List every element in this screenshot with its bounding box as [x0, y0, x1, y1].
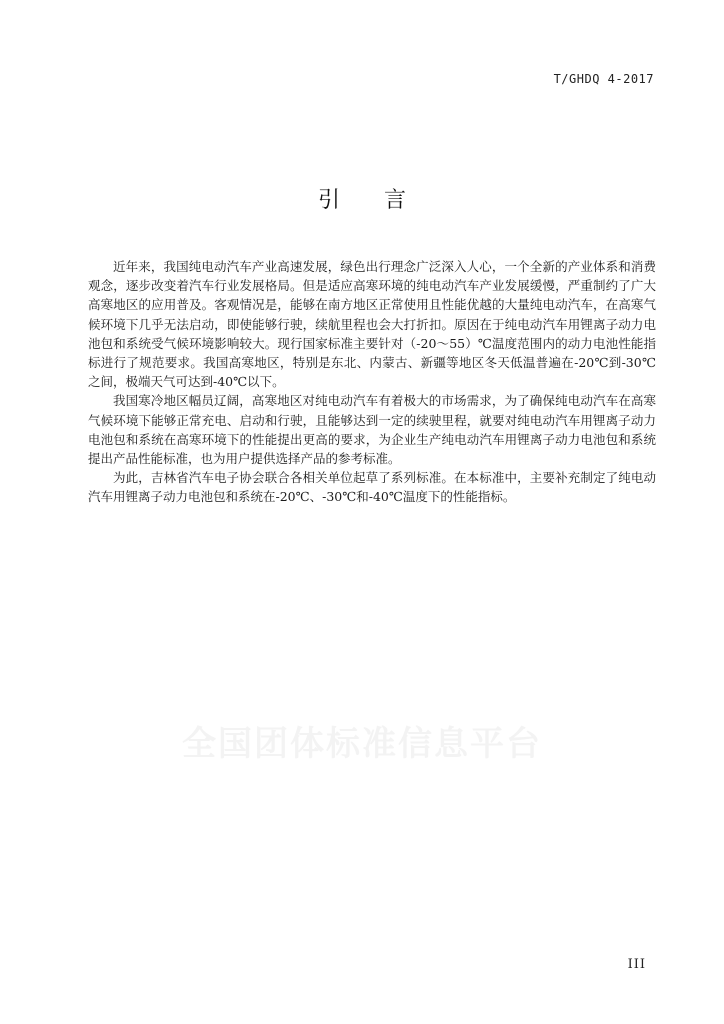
standard-code: T/GHDQ 4-2017: [553, 72, 654, 86]
paragraph-1: 近年来，我国纯电动汽车产业高速发展，绿色出行理念广泛深入人心，一个全新的产业体系和消费观念，逐步改变着汽车行业发展格局。但是适应高寒环境的纯电动汽车产业发展缓慢，严重制约了广大高寒地区的应用普及。客观情况是，能够在南方地区正常使用且性能优越的大量纯电动汽车，在高寒气候环境下几乎无法启动，即使能够行驶，续航里程也会大打折扣。原因在于纯电动汽车用锂离子动力电池包和系统受气候环境影响较大。现行国家标准主要针对（-20～55）℃温度范围内的动力电池性能指标进行了规范要求。我国高寒地区，特别是东北、内蒙古、新疆等地区冬天低温普遍在-20℃到-30℃之间，极端天气可达到-40℃以下。: [88, 259, 656, 390]
paragraph-2: 我国寒冷地区幅员辽阔，高寒地区对纯电动汽车有着极大的市场需求，为了确保纯电动汽车在高寒气候环境下能够正常充电、启动和行驶，且能够达到一定的续驶里程，就要对纯电动汽车用锂离子动力电池包和系统在高寒环境下的性能提出更高的要求，为企业生产纯电动汽车用锂离子动力电池包和系统提出产品性能标准，也为用户提供选择产品的参考标准。: [88, 393, 656, 467]
introduction-body: [88, 257, 656, 507]
paragraph-3: 为此，吉林省汽车电子协会联合各相关单位起草了系列标准。在本标准中，主要补充制定了纯电动汽车用锂离子动力电池包和系统在-20℃、-30℃和-40℃温度下的性能指标。: [88, 470, 656, 505]
watermark: 全国团体标准信息平台: [182, 724, 542, 764]
page-number: III: [627, 957, 646, 972]
page-title: 引言: [317, 188, 450, 213]
